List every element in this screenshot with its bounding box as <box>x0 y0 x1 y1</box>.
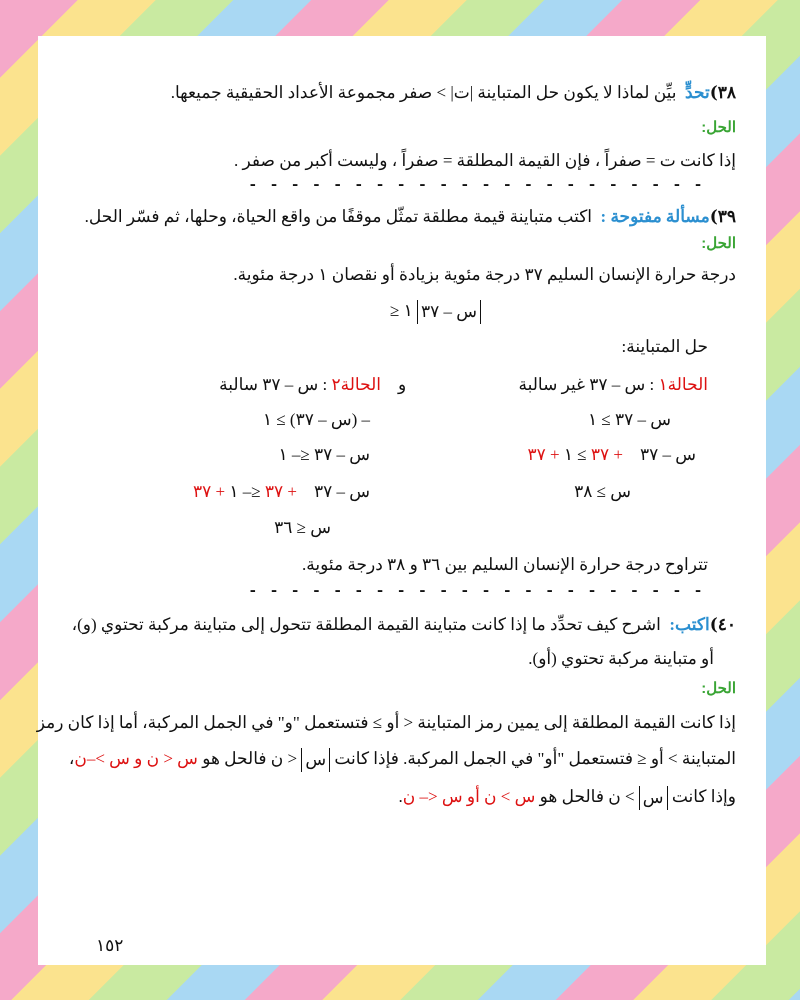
case1-step3: س ≥ ٣٨ <box>574 482 631 501</box>
q40-sol2-answer: س < ن و س >–ن <box>74 748 198 768</box>
q38-question: بيِّن لماذا لا يكون حل المتباينة |ت| > صفر مجموعة الأعداد الحقيقية جميعها. <box>170 83 677 102</box>
case1-step2-lhs: س – ٣٧ <box>639 445 696 464</box>
q39-solution-label: الحل: <box>701 235 736 252</box>
q40-sol2-end: ، <box>68 748 75 768</box>
q40-solution-3 <box>399 786 736 810</box>
q38-line <box>171 84 736 102</box>
abs-s-2 <box>639 786 668 810</box>
case1-header <box>519 376 709 393</box>
case2-label: الحالة٢ <box>331 375 381 394</box>
case1-step2-mid: ≥ ١ <box>563 445 587 464</box>
case2-header <box>219 376 381 393</box>
q40-sol2-text: المتباينة > أو ≤ فتستعمل "أو" في الجمل المركبة. فإذا كانت <box>334 748 736 768</box>
case2-step2: س – ٣٧ ≤– ١ <box>278 445 370 464</box>
page-sheet <box>38 36 766 965</box>
q40-solution-2 <box>69 748 736 772</box>
case2-step3-lhs: س – ٣٧ <box>313 482 370 501</box>
q40-number: ٤٠) <box>709 615 736 635</box>
q39-context: درجة حرارة الإنسان السليم ٣٧ درجة مئوية بزيادة أو نقصان ١ درجة مئوية. <box>233 265 736 284</box>
case1-text: : س – ٣٧ غير سالبة <box>518 375 655 394</box>
q40-line1 <box>72 616 736 634</box>
q40-question-1: اشرح كيف تحدِّد ما إذا كانت متباينة القيمة المطلقة تتحول إلى متباينة مركبة تحتوي (و)، <box>71 615 661 634</box>
q40-sol3-mid: > ن فالحل هو <box>539 786 635 806</box>
absolute-inner: س – ٣٧ <box>420 302 478 321</box>
q40-sol2-mid: < ن فالحل هو <box>202 748 298 768</box>
case1-step2-add-right: + ٣٧ <box>527 445 560 464</box>
case2-step4: س ≤ ٣٦ <box>274 518 331 537</box>
q38-solution-label: الحل: <box>701 119 736 136</box>
case1-step2-add-left: + ٣٧ <box>590 445 623 464</box>
q40-solution-1: إذا كانت القيمة المطلقة إلى يمين رمز المتباينة < أو ≥ فتستعمل "و" في الجمل المركبة، أما إذا كان رمز <box>36 713 736 732</box>
inequality-rhs: ≥ ١ <box>390 300 413 320</box>
solve-label: حل المتباينة: <box>621 337 708 356</box>
q38-number: ٣٨) <box>709 83 736 103</box>
q38-tag: تحدٍّ <box>685 83 710 102</box>
q39-number: ٣٩) <box>709 207 736 227</box>
q39-inequality <box>390 300 481 324</box>
separator-2: - - - - - - - - - - - - - - - - - - - - - - <box>248 582 704 600</box>
q40-solution-label: الحل: <box>701 680 736 697</box>
absolute-value <box>417 300 481 324</box>
case2-step3 <box>193 483 370 500</box>
case2-step1: – (س – ٣٧) ≥ ١ <box>262 410 370 429</box>
case2-step3-add-right: + ٣٧ <box>193 482 226 501</box>
case1-label: الحالة١ <box>658 375 708 394</box>
q40-sol3-end: . <box>398 786 403 806</box>
case1-step1: س – ٣٧ ≥ ١ <box>587 410 671 429</box>
page-number: ١٥٢ <box>96 936 124 955</box>
q39-conclusion: تتراوح درجة حرارة الإنسان السليم بين ٣٦ و ٣٨ درجة مئوية. <box>302 555 708 574</box>
q39-line <box>85 208 736 226</box>
q40-tag: اكتب: <box>669 615 710 634</box>
and-word: و <box>398 375 407 394</box>
separator-1: - - - - - - - - - - - - - - - - - - - - - - <box>248 176 704 194</box>
case2-text: : س – ٣٧ سالبة <box>219 375 328 394</box>
case1-step2 <box>528 446 696 463</box>
case2-step3-mid: ≤– ١ <box>229 482 261 501</box>
q39-tag: مسألة مفتوحة : <box>600 207 710 226</box>
abs-s-1 <box>301 748 330 772</box>
abs-s-1-inner: س <box>305 750 327 769</box>
q38-solution: إذا كانت ت = صفراً ، فإن القيمة المطلقة = صفراً ، وليست أكبر من صفر . <box>234 151 736 170</box>
abs-s-2-inner: س <box>642 788 664 807</box>
q40-sol3-text: وإذا كانت <box>671 786 736 806</box>
q40-question-2: أو متباينة مركبة تحتوي (أو). <box>528 649 714 668</box>
case2-step3-add-left: + ٣٧ <box>264 482 297 501</box>
q40-sol3-answer: س > ن أو س <– ن <box>402 786 536 806</box>
q39-question: اكتب متباينة قيمة مطلقة تمثّل موقفًا من واقع الحياة، وحلها، ثم فسّر الحل. <box>84 207 593 226</box>
